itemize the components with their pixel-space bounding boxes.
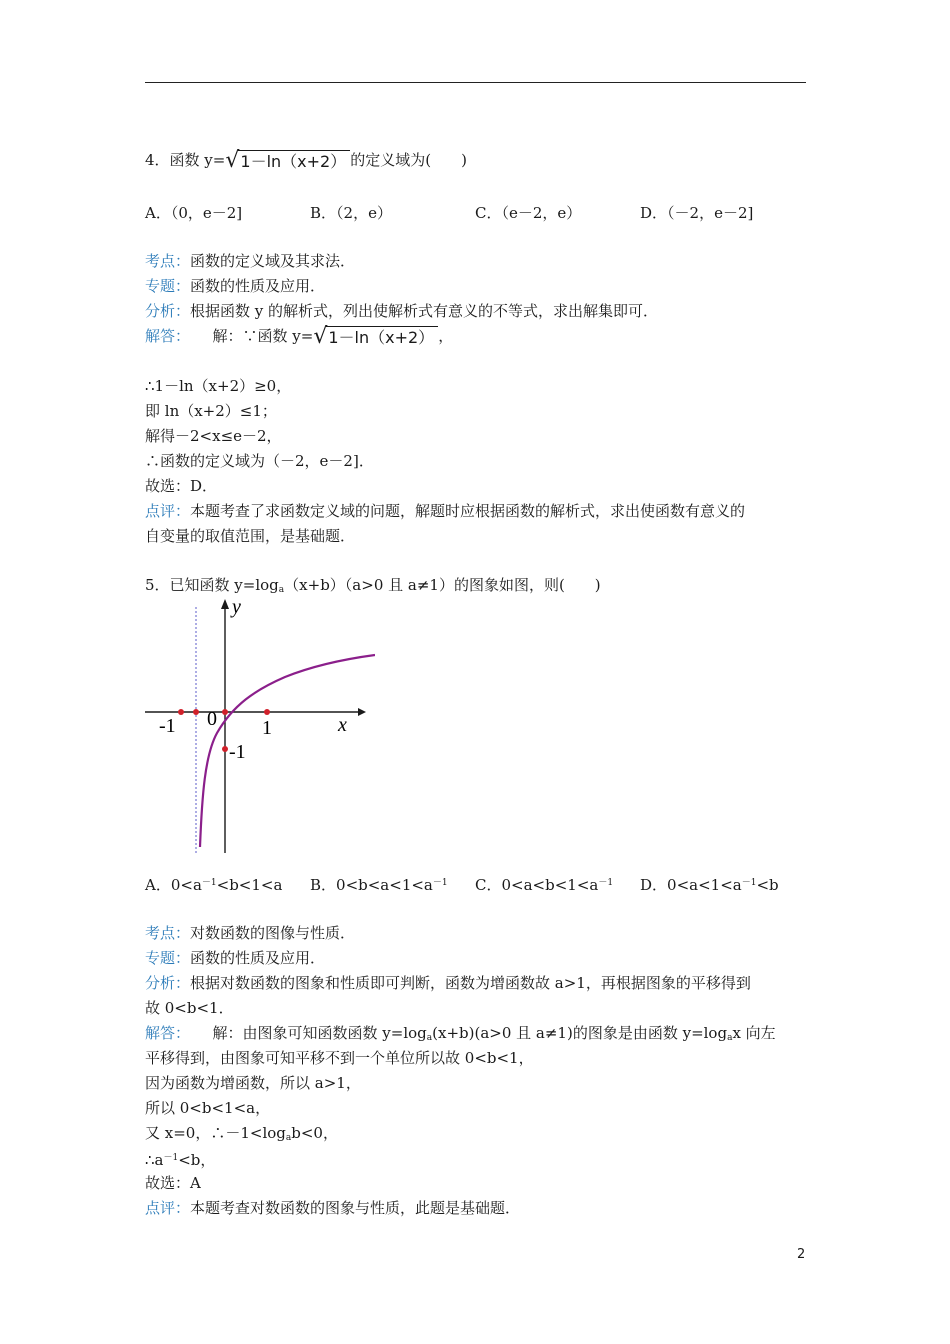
- y-axis-label: y: [232, 596, 241, 618]
- q5-option-b-sup: －1: [432, 878, 448, 888]
- q4-fenxi: [145, 301, 658, 321]
- q5-dianping-label: 点评：: [145, 1199, 191, 1217]
- q4-sqrt-radicand: 1－ln（x+2）: [238, 150, 350, 172]
- q5-stem-b: （x+b）（a>0 且 a≠1）的图象如图，则( ): [284, 576, 601, 594]
- q5-option-d: [640, 874, 779, 895]
- q5-kaodian: [145, 923, 355, 943]
- q4-kaodian-text: 函数的定义域及其求法．: [190, 252, 356, 270]
- q4-option-c: C．（e－2，e）: [475, 204, 582, 222]
- q4-step-4: ∴函数的定义域为（－2，e－2]．: [145, 452, 374, 470]
- q5-dianping-text: 本题考查对数函数的图象与性质，此题是基础题．: [190, 1199, 521, 1217]
- q5-option-c-sup: －1: [598, 878, 614, 888]
- q5-jieda-5sub: a: [285, 1133, 292, 1143]
- y-axis-arrow: [221, 599, 229, 609]
- q5-jieda-1a: 解：由图象可知函数函数 y=log: [182, 1024, 427, 1042]
- point-y-neg1: [222, 746, 228, 752]
- q4-stem-prefix: 4．函数 y=: [145, 151, 226, 169]
- point-x1: [264, 709, 270, 715]
- q5-jieda-5a: 又 x=0，∴－1<log: [145, 1124, 286, 1142]
- q4-step-3: 解得－2<x≤e－2，: [145, 427, 282, 445]
- q5-jieda-1sub: a: [426, 1033, 433, 1043]
- q5-jieda-7: 故选：A: [145, 1174, 201, 1192]
- header-rule: [145, 82, 806, 83]
- q4-stem-suffix: 的定义域为( ): [350, 151, 467, 169]
- q4-step-1: ∴1－ln（x+2）≥0，: [145, 377, 292, 395]
- q5-option-d-2: <b: [756, 876, 779, 894]
- q4-fenxi-label: 分析：: [145, 302, 191, 320]
- q5-stem-sub: a: [278, 585, 285, 595]
- q5-zhuanti: [145, 948, 325, 968]
- q4-kaodian: [145, 251, 355, 271]
- q5-stem-a: 5．已知函数 y=log: [145, 576, 279, 594]
- q5-kaodian-label: 考点：: [145, 924, 191, 942]
- q4-option-b: B．（2，e）: [310, 204, 392, 222]
- q5-jieda-1c: x 向左: [732, 1024, 776, 1042]
- q4-zhuanti-label: 专题：: [145, 277, 191, 295]
- q5-dianping: [145, 1198, 520, 1218]
- q5-option-b: [310, 874, 448, 895]
- q5-option-a-2: <b<1<a: [216, 876, 283, 894]
- x-axis-arrow: [358, 708, 366, 716]
- q4-jieda-prefix: 解：∵函数 y=: [182, 327, 314, 345]
- q5-option-a-sup: －1: [201, 878, 217, 888]
- q5-fenxi-label: 分析：: [145, 974, 191, 992]
- q4-stem: [145, 150, 467, 172]
- q4-zhuanti-text: 函数的性质及应用．: [190, 277, 326, 295]
- q5-jieda-5: [145, 1123, 338, 1148]
- q4-zhuanti: [145, 276, 325, 296]
- point-asymptote-foot: [193, 709, 199, 715]
- q5-jieda-6: [145, 1148, 215, 1170]
- q4-fenxi-text: 根据函数 y 的解析式，列出使解析式有意义的不等式，求出解集即可．: [190, 302, 659, 320]
- q4-step-5: 故选：D．: [145, 477, 218, 495]
- q5-fenxi-cont: 故 0<b<1．: [145, 999, 234, 1017]
- q5-jieda-6sup: －1: [163, 1153, 179, 1163]
- x-axis-label: x: [338, 714, 347, 736]
- q5-jieda-5b: b<0，: [291, 1124, 338, 1142]
- q5-jieda-1sub2: a: [727, 1033, 733, 1043]
- q5-option-c-1: C．0<a<b<1<a: [475, 876, 599, 894]
- q4-step-2: 即 ln（x+2）≤1；: [145, 402, 277, 420]
- tick-label-0: 0: [207, 708, 217, 730]
- q4-dianping-cont: 自变量的取值范围，是基础题．: [145, 527, 356, 545]
- q4-jieda-label: 解答：: [145, 327, 183, 345]
- q5-option-a-1: A．0<a: [145, 876, 202, 894]
- q4-dianping-label: 点评：: [145, 502, 191, 520]
- q5-jieda-2: 平移得到，由图象可知平移不到一个单位所以故 0<b<1，: [145, 1049, 534, 1067]
- q5-log-graph: [145, 595, 375, 860]
- q5-option-a: [145, 874, 282, 895]
- q5-jieda-3: 因为函数为增函数，所以 a>1，: [145, 1074, 361, 1092]
- q4-jieda: [145, 326, 453, 348]
- q4-dianping-text-1: 本题考查了求函数定义域的问题，解题时应根据函数的解析式，求出使函数有意义的: [190, 502, 746, 520]
- q4-option-d: D．（－2，e－2]: [640, 204, 754, 222]
- q5-jieda-1b: (x+b)(a>0 且 a≠1)的图象是由函数 y=log: [432, 1024, 728, 1042]
- q4-dianping: [145, 501, 745, 521]
- q5-option-c: [475, 874, 613, 895]
- q4-jieda-sqrt: √1－ln（x+2）: [313, 326, 438, 348]
- q5-zhuanti-label: 专题：: [145, 949, 191, 967]
- q5-jieda-label: 解答：: [145, 1024, 183, 1042]
- point-origin: [222, 709, 228, 715]
- q5-fenxi: [145, 973, 751, 993]
- q4-jieda-suffix: ，: [438, 327, 454, 345]
- q5-fenxi-text-1: 根据对数函数的图象和性质即可判断，函数为增函数故 a>1，再根据图象的平移得到: [190, 974, 751, 992]
- q5-option-d-sup: －1: [741, 878, 757, 888]
- q5-kaodian-text: 对数函数的图像与性质．: [190, 924, 356, 942]
- page-number: 2: [797, 1247, 806, 1262]
- q4-sqrt-expression: √1－ln（x+2）: [225, 150, 350, 172]
- q4-jieda-radicand: 1－ln（x+2）: [326, 326, 438, 348]
- q4-kaodian-label: 考点：: [145, 252, 191, 270]
- q5-zhuanti-text: 函数的性质及应用．: [190, 949, 326, 967]
- tick-label-neg1: -1: [159, 715, 176, 737]
- q5-option-b-1: B．0<b<a<1<a: [310, 876, 433, 894]
- q5-jieda-6b: <b，: [178, 1151, 216, 1169]
- point-neg1-left: [178, 709, 184, 715]
- q5-jieda-4: 所以 0<b<1<a，: [145, 1099, 271, 1117]
- q5-option-d-1: D．0<a<1<a: [640, 876, 742, 894]
- q5-jieda-6a: ∴a: [145, 1151, 164, 1169]
- tick-label-1: 1: [262, 717, 272, 739]
- tick-label-y-neg1: -1: [229, 741, 246, 763]
- q4-option-a: A．（0，e－2]: [145, 204, 243, 222]
- q5-jieda: [145, 1023, 776, 1048]
